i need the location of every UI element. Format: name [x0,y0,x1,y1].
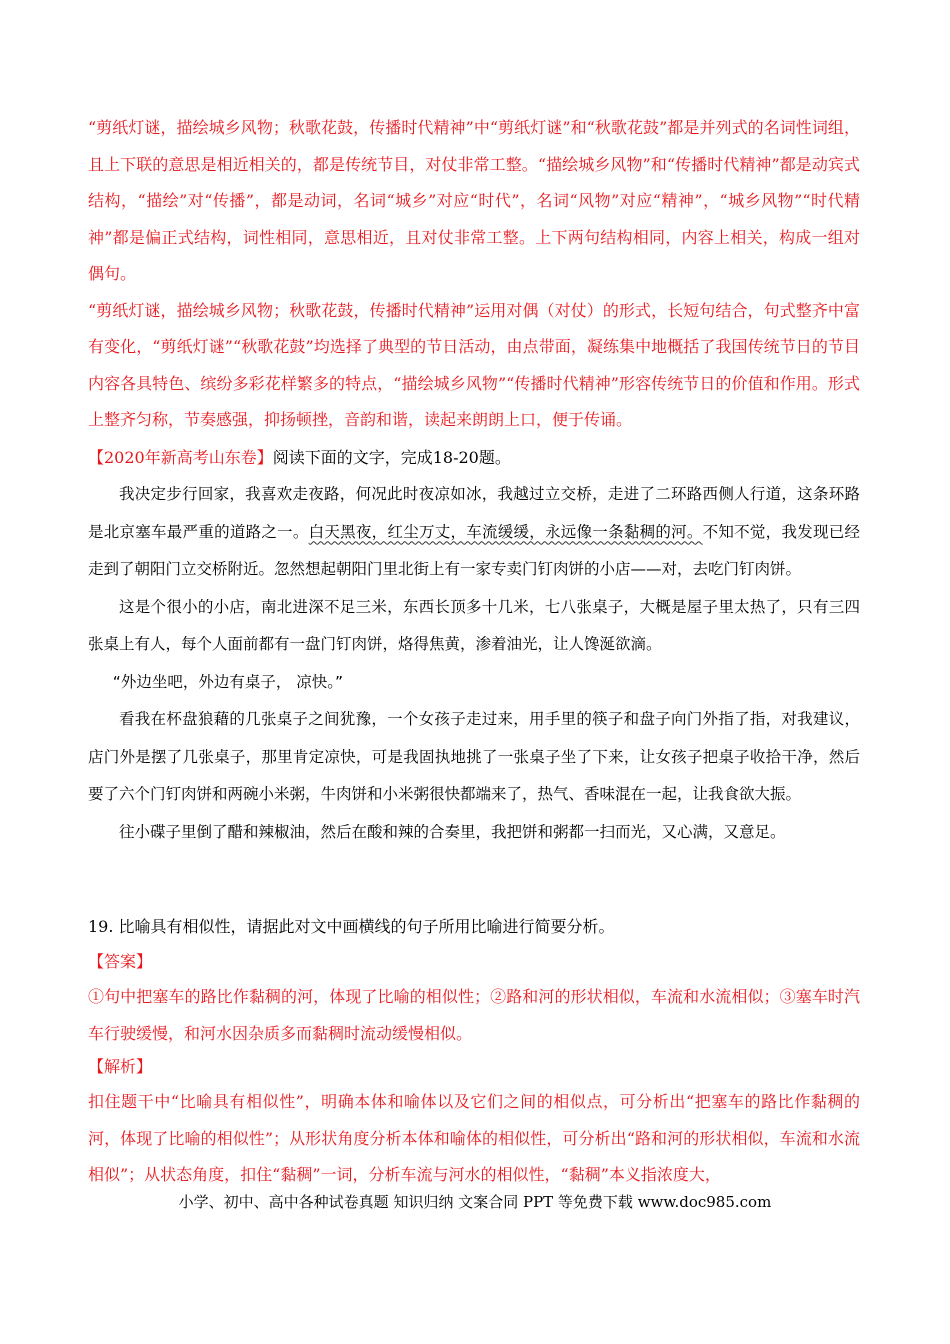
question-number: 19. [88,917,114,936]
answer-text: ①句中把塞车的路比作黏稠的河，体现了比喻的相似性；②路和河的形状相似，车流和水流相似；③塞车时汽车行驶缓慢，和河水因杂质多而黏稠时流动缓慢相似。 [88,987,860,1043]
passage-p1-text-a: 我决定步行回家，我喜欢走夜路，何况此时夜凉如冰，我越过立交桥，走进了二环路西侧人行道，这条环路是北京塞车最严重的道路之一。 [88,485,860,541]
reading-passage [88,476,860,851]
passage-paragraph-4: 看我在杯盘狼藉的几张桌子之间犹豫，一个女孩子走过来，用手里的筷子和盘子向门外指了指，对我建议，店门外是摆了几张桌子，那里肯定凉快，可是我固执地挑了一张桌子坐了下来，让女孩子把桌子收拾干净，然后要了六个门钉肉饼和两碗小米粥，牛肉饼和小米粥很快都端来了，热气、香味混在一起，让我食欲大振。 [88,710,860,803]
analysis-paragraph-1: “剪纸灯谜，描绘城乡风物；秋歌花鼓，传播时代精神”中“剪纸灯谜”和“秋歌花鼓”都是并列式的名词性词组，且上下联的意思是相近相关的，都是传统节目，对仗非常工整。“描绘城乡风物”和“传播时代精神”都是动宾式结构，“描绘”对“传播”，都是动词，名词“城乡”对应“时代”，名词“风物”对应“精神”，“城乡风物”“时代精神”都是偏正式结构，词性相同，意思相近，且对仗非常工整。上下两句结构相同，内容上相关，构成一组对偶句。 [88,118,860,283]
explanation-section [88,1050,860,1194]
explanation-label: 【解析】 [88,1057,153,1076]
explanation-text: 扣住题干中“比喻具有相似性”，明确本体和喻体以及它们之间的相似点，可分析出“把塞车的路比作黏稠的河，体现了比喻的相似性”；从形状角度分析本体和喻体的相似性，可分析出“路和河的形状相似，车流和水流相似”；从状态角度，扣住“黏稠”一词，分析车流与河水的相似性，“黏稠”本义指浓度大， [88,1092,860,1184]
analysis-paragraph-2: “剪纸灯谜，描绘城乡风物；秋歌花鼓，传播时代精神”运用对偶（对仗）的形式，长短句结合，句式整齐中富有变化，“剪纸灯谜”“秋歌花鼓”均选择了典型的节日活动，由点带面，凝练集中地概括了我国传统节日的节目内容各具特色、缤纷多彩花样繁多的特点，“描绘城乡风物”“传播时代精神”形容传统节日的价值和作用。形式上整齐匀称，节奏感强，抑扬顿挫，音韵和谐，读起来朗朗上口，便于传诵。 [88,300,860,429]
passage-paragraph-1 [88,476,860,589]
underlined-sentence: 白天黑夜，红尘万丈，车流缓缓，永远像一条黏稠的河。 [308,522,703,541]
source-instruction: 阅读下面的文字，完成18-20题。 [272,448,511,467]
source-line [88,441,860,475]
passage-p1-text-b: 不知不觉，我发现已经走到了朝阳门立交桥附近。忽然想起朝阳门里北街上有一家专卖门钉肉饼的小店——对，去吃门钉肉饼。 [88,522,860,578]
analysis-continuation [88,110,860,439]
question-text: 比喻具有相似性，请据此对文中画横线的句子所用比喻进行简要分析。 [118,917,615,936]
answer-label: 【答案】 [88,952,153,971]
answer-section [88,945,860,1052]
question [88,910,860,944]
passage-paragraph-2: 这是个很小的小店，南北进深不足三米，东西长顶多十几米，七八张桌子，大概是屋子里太热了，只有三四张桌上有人，每个人面前都有一盘门钉肉饼，烙得焦黄，渗着油光，让人馋涎欲滴。 [88,597,860,653]
passage-paragraph-5: 往小碟子里倒了醋和辣椒油，然后在酸和辣的合奏里，我把饼和粥都一扫而光，又心满，又意足。 [119,822,786,841]
page-footer: 小学、初中、高中各种试卷真题 知识归纳 文案合同 PPT 等免费下载 www.doc985.com [178,1193,772,1211]
source-tag: 【2020年新高考山东卷】 [88,448,273,467]
passage-paragraph-3: “外边坐吧，外边有桌子， 凉快。” [112,672,344,691]
